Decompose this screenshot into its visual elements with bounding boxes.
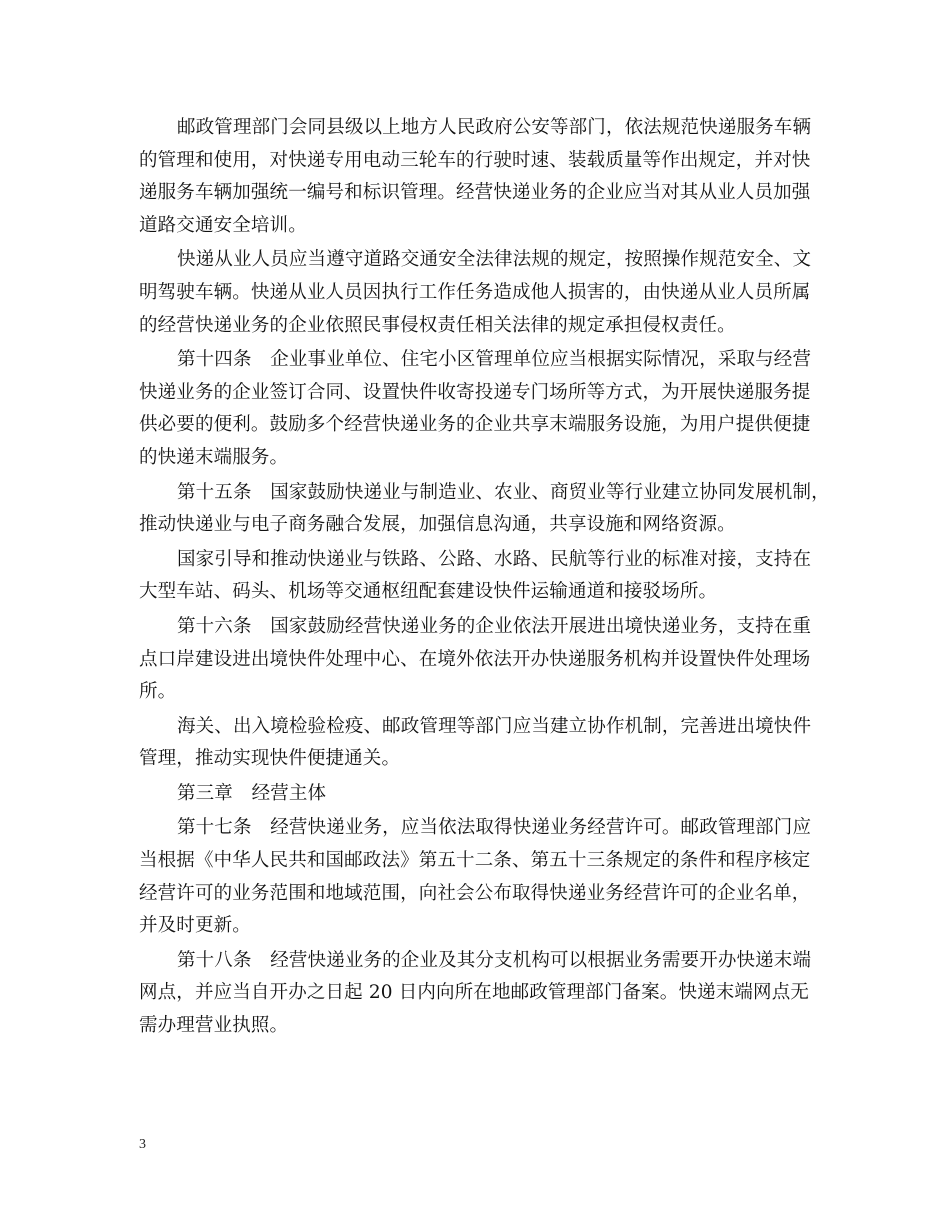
text-line: 递服务车辆加强统一编号和标识管理。经营快递业务的企业应当对其从业人员加强	[139, 182, 811, 204]
text-line: 推动快递业与电子商务融合发展，加强信息沟通，共享设施和网络资源。	[139, 514, 736, 536]
text-line: 第十五条 国家鼓励快递业与制造业、农业、商贸业等行业建立协同发展机制，	[177, 481, 830, 503]
paragraph	[139, 711, 819, 776]
paragraph	[139, 945, 819, 1043]
paragraph	[139, 778, 819, 811]
text-line: 第十六条 国家鼓励经营快递业务的企业依法开展进出境快递业务，支持在重	[177, 615, 812, 637]
text-line: 点口岸建设进出境快件处理中心、在境外依法开办快递服务机构并设置快件处理场	[139, 648, 811, 670]
text-line: 海关、出入境检验检疫、邮政管理等部门应当建立协作机制，完善进出境快件	[177, 715, 812, 737]
text-line: 第十八条 经营快递业务的企业及其分支机构可以根据业务需要开办快递末端	[177, 949, 812, 971]
document-body	[139, 112, 830, 1045]
paragraph	[139, 477, 830, 542]
text-line: 管理，推动实现快件便捷通关。	[139, 748, 401, 770]
text-line: 第三章 经营主体	[177, 782, 327, 804]
text-line: 国家引导和推动快递业与铁路、公路、水路、民航等行业的标准对接，支持在	[177, 548, 812, 570]
text-line: 所。	[139, 681, 177, 703]
text-line: 需办理营业执照。	[139, 1015, 289, 1037]
text-line: 快递业务的企业签订合同、设置快件收寄投递专门场所等方式，为开展快递服务提	[139, 381, 811, 403]
text-line: 当根据《中华人民共和国邮政法》第五十二条、第五十三条规定的条件和程序核定	[139, 850, 811, 872]
text-line: 道路交通安全培训。	[139, 214, 307, 236]
text-line: 的经营快递业务的企业依照民事侵权责任相关法律的规定承担侵权责任。	[139, 314, 736, 336]
text-line: 明驾驶车辆。快递从业人员因执行工作任务造成他人损害的，由快递从业人员所属	[139, 281, 811, 303]
page-number: 3	[139, 1137, 146, 1152]
text-line: 大型车站、码头、机场等交通枢纽配套建设快件运输通道和接驳场所。	[139, 581, 718, 603]
text-line: 邮政管理部门会同县级以上地方人民政府公安等部门，依法规范快递服务车辆	[177, 117, 812, 138]
paragraph	[139, 611, 819, 709]
text-line: 经营许可的业务范围和地域范围，向社会公布取得快递业务经营许可的企业名单，	[139, 882, 811, 904]
text-line: 快递从业人员应当遵守道路交通安全法律法规的规定，按照操作规范安全、文	[177, 249, 812, 271]
text-line: 供必要的便利。鼓励多个经营快递业务的企业共享末端服务设施，为用户提供便捷	[139, 414, 811, 436]
paragraph	[139, 244, 819, 342]
text-line: 的管理和使用，对快递专用电动三轮车的行驶时速、装载质量等作出规定，并对快	[139, 149, 811, 171]
paragraph	[139, 112, 819, 242]
text-line: 的快递末端服务。	[139, 446, 289, 468]
text-line: 并及时更新。	[139, 915, 251, 937]
text-line: 网点，并应当自开办之日起 20 日内向所在地邮政管理部门备案。快递末端网点无	[139, 982, 810, 1004]
paragraph	[139, 344, 819, 474]
paragraph	[139, 812, 819, 942]
paragraph	[139, 544, 819, 609]
text-line: 第十七条 经营快递业务，应当依法取得快递业务经营许可。邮政管理部门应	[177, 817, 812, 839]
text-line: 第十四条 企业事业单位、住宅小区管理单位应当根据实际情况，采取与经营	[177, 349, 812, 371]
